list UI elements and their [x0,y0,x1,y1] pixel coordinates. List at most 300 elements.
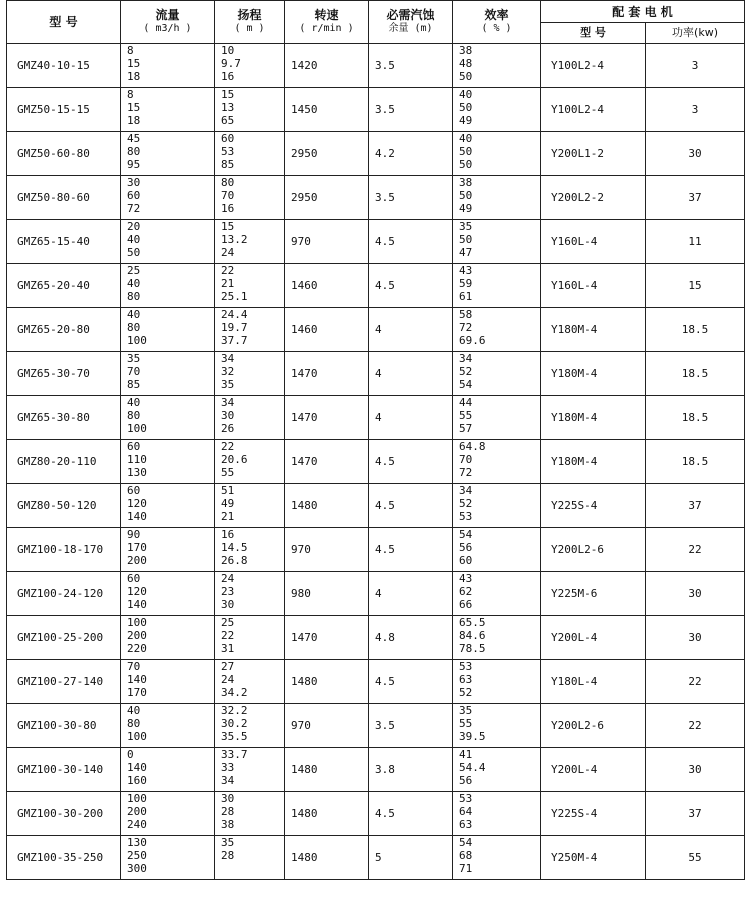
cell-motor-model: Y180M-4 [541,396,646,440]
cell-flow-value: 140 [127,598,147,611]
cell-motor-model: Y160L-4 [541,220,646,264]
cell-flow-value: 100 [127,334,147,347]
cell-motor-power: 37 [646,792,745,836]
cell-efficiency-value: 50 [459,70,473,83]
cell-motor-power: 30 [646,748,745,792]
cell-flow [121,220,215,264]
table-row [7,220,745,264]
cell-npsh: 4 [369,572,453,616]
header-motor-power: 功率(kw) [646,23,745,44]
cell-flow [121,44,215,88]
cell-model: GMZ80-50-120 [7,484,121,528]
cell-model: GMZ65-30-70 [7,352,121,396]
cell-flow-value: 80 [127,321,141,334]
cell-head-value: 16 [221,202,235,215]
cell-flow-value: 20 [127,220,141,233]
cell-npsh: 3.5 [369,88,453,132]
cell-flow [121,528,215,572]
cell-motor-model: Y100L2-4 [541,44,646,88]
cell-npsh: 4.5 [369,264,453,308]
header-motor-model: 型 号 [541,23,646,44]
table-row [7,616,745,660]
cell-efficiency [453,704,541,748]
cell-head [215,616,285,660]
cell-flow-value: 200 [127,805,147,818]
cell-head [215,88,285,132]
cell-efficiency-value: 64 [459,805,473,818]
cell-head-value: 25 [221,616,235,629]
cell-efficiency [453,264,541,308]
cell-motor-power: 22 [646,528,745,572]
cell-head-value: 27 [221,660,235,673]
cell-head-value: 16 [221,70,235,83]
cell-head-value: 30 [221,409,235,422]
cell-head-value: 21 [221,277,235,290]
cell-head-value: 26.8 [221,554,248,567]
table-row [7,264,745,308]
cell-head [215,836,285,880]
cell-flow [121,660,215,704]
header-efficiency: 效率 ( % ) [453,1,541,44]
cell-model: GMZ100-18-170 [7,528,121,572]
cell-efficiency-value: 69.6 [459,334,486,347]
table-row [7,484,745,528]
cell-efficiency-value: 54 [459,378,473,391]
cell-flow-value: 50 [127,246,141,259]
cell-flow-value: 70 [127,660,141,673]
cell-npsh: 4 [369,352,453,396]
cell-flow-value: 140 [127,761,147,774]
cell-head-value: 22 [221,264,235,277]
cell-motor-model: Y225M-6 [541,572,646,616]
cell-npsh: 3.8 [369,748,453,792]
cell-head [215,528,285,572]
cell-speed: 1480 [285,792,369,836]
header-row-1 [7,1,745,23]
cell-efficiency-value: 60 [459,554,473,567]
cell-head-value: 19.7 [221,321,248,334]
cell-head-value: 34 [221,396,235,409]
cell-motor-model: Y180M-4 [541,352,646,396]
table-row [7,748,745,792]
cell-head-value: 70 [221,189,235,202]
cell-flow [121,176,215,220]
header-npsh: 必需汽蚀 余量 (m) [369,1,453,44]
cell-head-value: 80 [221,176,235,189]
cell-flow-value: 160 [127,774,147,787]
cell-head-value: 14.5 [221,541,248,554]
cell-model: GMZ100-30-200 [7,792,121,836]
cell-speed: 1480 [285,660,369,704]
cell-head [215,660,285,704]
cell-efficiency-value: 50 [459,101,473,114]
cell-motor-model: Y180M-4 [541,308,646,352]
cell-efficiency-value: 84.6 [459,629,486,642]
cell-efficiency-value: 43 [459,264,473,277]
cell-flow [121,308,215,352]
cell-flow-value: 40 [127,308,141,321]
cell-model: GMZ40-10-15 [7,44,121,88]
cell-speed: 1470 [285,352,369,396]
cell-flow-value: 30 [127,176,141,189]
table-row [7,792,745,836]
cell-efficiency [453,88,541,132]
cell-motor-model: Y200L-4 [541,748,646,792]
cell-motor-power: 18.5 [646,308,745,352]
cell-speed: 1480 [285,484,369,528]
table-row [7,440,745,484]
cell-efficiency-value: 55 [459,717,473,730]
cell-head [215,132,285,176]
cell-flow [121,132,215,176]
cell-npsh: 4.5 [369,528,453,572]
cell-head-value: 65 [221,114,235,127]
cell-head-value: 85 [221,158,235,171]
cell-npsh: 3.5 [369,176,453,220]
cell-model: GMZ100-24-120 [7,572,121,616]
cell-efficiency-value: 41 [459,748,473,761]
cell-flow [121,484,215,528]
cell-head-value: 49 [221,497,235,510]
cell-head-value: 55 [221,466,235,479]
cell-flow-value: 35 [127,352,141,365]
cell-flow-value: 85 [127,378,141,391]
cell-speed: 2950 [285,132,369,176]
cell-flow-value: 15 [127,57,141,70]
table-row [7,836,745,880]
cell-npsh: 4 [369,396,453,440]
cell-flow-value: 45 [127,132,141,145]
cell-npsh: 4.5 [369,792,453,836]
cell-motor-power: 22 [646,704,745,748]
cell-head-value: 33.7 [221,748,248,761]
cell-flow-value: 240 [127,818,147,831]
cell-flow-value: 120 [127,497,147,510]
table-row [7,44,745,88]
cell-flow-value: 220 [127,642,147,655]
header-flow: 流量 ( m3/h ) [121,1,215,44]
cell-flow [121,792,215,836]
cell-head-value: 30 [221,598,235,611]
cell-flow-value: 8 [127,88,134,101]
cell-motor-power: 18.5 [646,352,745,396]
cell-motor-power: 30 [646,132,745,176]
cell-flow-value: 95 [127,158,141,171]
cell-flow-value: 60 [127,189,141,202]
cell-model: GMZ65-20-40 [7,264,121,308]
cell-efficiency-value: 49 [459,114,473,127]
cell-head-value: 22 [221,629,235,642]
cell-motor-power: 22 [646,660,745,704]
cell-motor-power: 18.5 [646,440,745,484]
cell-efficiency [453,616,541,660]
cell-head-value: 33 [221,761,235,774]
cell-head-value: 60 [221,132,235,145]
cell-model: GMZ80-20-110 [7,440,121,484]
cell-head-value: 30.2 [221,717,248,730]
cell-flow-value: 140 [127,673,147,686]
cell-flow-value: 200 [127,554,147,567]
cell-motor-model: Y225S-4 [541,484,646,528]
cell-flow-value: 18 [127,70,141,83]
table-row [7,352,745,396]
cell-npsh: 4.2 [369,132,453,176]
cell-efficiency-value: 65.5 [459,616,486,629]
cell-flow-value: 40 [127,233,141,246]
cell-efficiency-value: 64.8 [459,440,486,453]
cell-efficiency-value: 50 [459,233,473,246]
cell-motor-power: 55 [646,836,745,880]
cell-flow-value: 8 [127,44,134,57]
pump-spec-table [6,0,745,880]
cell-speed: 1470 [285,440,369,484]
cell-motor-power: 18.5 [646,396,745,440]
cell-flow-value: 80 [127,145,141,158]
table-row [7,88,745,132]
cell-speed: 1420 [285,44,369,88]
cell-efficiency-value: 61 [459,290,473,303]
cell-flow-value: 140 [127,510,147,523]
cell-efficiency-value: 58 [459,308,473,321]
cell-motor-model: Y160L-4 [541,264,646,308]
header-speed: 转速 ( r/min ) [285,1,369,44]
cell-motor-power: 15 [646,264,745,308]
cell-efficiency-value: 62 [459,585,473,598]
cell-model: GMZ100-35-250 [7,836,121,880]
cell-motor-power: 30 [646,616,745,660]
cell-efficiency [453,484,541,528]
cell-flow [121,836,215,880]
cell-flow-value: 170 [127,686,147,699]
cell-head-value: 53 [221,145,235,158]
cell-efficiency-value: 59 [459,277,473,290]
cell-efficiency [453,352,541,396]
cell-efficiency [453,396,541,440]
cell-flow-value: 0 [127,748,134,761]
cell-head [215,748,285,792]
cell-flow-value: 72 [127,202,141,215]
cell-motor-power: 37 [646,484,745,528]
cell-flow-value: 110 [127,453,147,466]
table-row [7,704,745,748]
cell-flow-value: 250 [127,849,147,862]
cell-efficiency-value: 39.5 [459,730,486,743]
cell-flow-value: 40 [127,396,141,409]
cell-efficiency-value: 38 [459,176,473,189]
cell-efficiency-value: 70 [459,453,473,466]
table-row [7,660,745,704]
cell-speed: 1460 [285,264,369,308]
cell-npsh: 4 [369,308,453,352]
cell-efficiency-value: 63 [459,673,473,686]
table-row [7,572,745,616]
cell-head-value: 16 [221,528,235,541]
cell-model: GMZ50-80-60 [7,176,121,220]
cell-npsh: 4.5 [369,220,453,264]
cell-flow-value: 100 [127,792,147,805]
cell-head-value: 26 [221,422,235,435]
cell-head [215,396,285,440]
cell-head [215,704,285,748]
cell-model: GMZ50-60-80 [7,132,121,176]
cell-speed: 1480 [285,836,369,880]
cell-flow-value: 120 [127,585,147,598]
cell-speed: 970 [285,220,369,264]
cell-efficiency-value: 50 [459,189,473,202]
cell-efficiency-value: 34 [459,352,473,365]
cell-model: GMZ100-25-200 [7,616,121,660]
cell-model: GMZ65-20-80 [7,308,121,352]
cell-npsh: 4.8 [369,616,453,660]
cell-head [215,572,285,616]
cell-efficiency [453,572,541,616]
cell-head-value: 35 [221,836,235,849]
cell-npsh: 3.5 [369,704,453,748]
cell-head-value: 34 [221,352,235,365]
cell-head-value: 35.5 [221,730,248,743]
cell-motor-model: Y200L2-6 [541,528,646,572]
cell-flow [121,264,215,308]
cell-head-value: 25.1 [221,290,248,303]
spec-table-wrapper [6,0,745,880]
cell-efficiency-value: 72 [459,466,473,479]
table-row [7,528,745,572]
cell-motor-power: 37 [646,176,745,220]
cell-efficiency-value: 50 [459,145,473,158]
cell-motor-model: Y180M-4 [541,440,646,484]
cell-head-value: 38 [221,818,235,831]
cell-efficiency-value: 57 [459,422,473,435]
cell-head-value: 24 [221,246,235,259]
cell-head-value: 23 [221,585,235,598]
cell-efficiency-value: 53 [459,510,473,523]
cell-flow-value: 90 [127,528,141,541]
cell-efficiency [453,132,541,176]
cell-efficiency [453,44,541,88]
cell-head [215,264,285,308]
cell-speed: 1470 [285,616,369,660]
cell-efficiency-value: 35 [459,220,473,233]
header-head: 扬程 ( m ) [215,1,285,44]
cell-efficiency-value: 40 [459,132,473,145]
cell-motor-model: Y180L-4 [541,660,646,704]
cell-efficiency-value: 52 [459,497,473,510]
cell-speed: 980 [285,572,369,616]
cell-efficiency-value: 78.5 [459,642,486,655]
cell-head-value: 10 [221,44,235,57]
cell-flow-value: 100 [127,422,147,435]
cell-speed: 1470 [285,396,369,440]
cell-efficiency-value: 54.4 [459,761,486,774]
cell-speed: 970 [285,704,369,748]
cell-efficiency-value: 71 [459,862,473,875]
cell-efficiency-value: 34 [459,484,473,497]
cell-flow [121,748,215,792]
cell-head-value: 13 [221,101,235,114]
cell-head-value: 15 [221,220,235,233]
cell-motor-model: Y200L2-2 [541,176,646,220]
cell-efficiency-value: 56 [459,541,473,554]
cell-head-value: 21 [221,510,235,523]
cell-efficiency-value: 38 [459,44,473,57]
cell-motor-power: 3 [646,44,745,88]
cell-efficiency-value: 47 [459,246,473,259]
cell-flow [121,352,215,396]
cell-efficiency-value: 63 [459,818,473,831]
cell-flow-value: 25 [127,264,141,277]
cell-efficiency-value: 66 [459,598,473,611]
cell-head [215,792,285,836]
cell-flow-value: 130 [127,466,147,479]
cell-efficiency [453,792,541,836]
cell-flow-value: 170 [127,541,147,554]
cell-efficiency-value: 52 [459,365,473,378]
cell-motor-model: Y200L2-6 [541,704,646,748]
cell-flow-value: 60 [127,440,141,453]
cell-head [215,220,285,264]
cell-efficiency-value: 43 [459,572,473,585]
cell-head-value: 9.7 [221,57,241,70]
cell-model: GMZ65-15-40 [7,220,121,264]
cell-head-value: 34 [221,774,235,787]
cell-head-value: 31 [221,642,235,655]
cell-efficiency-value: 50 [459,158,473,171]
cell-motor-model: Y200L-4 [541,616,646,660]
cell-efficiency [453,660,541,704]
cell-head-value [221,862,284,875]
cell-model: GMZ100-30-140 [7,748,121,792]
cell-motor-model: Y100L2-4 [541,88,646,132]
cell-flow-value: 300 [127,862,147,875]
cell-efficiency [453,836,541,880]
cell-efficiency [453,528,541,572]
cell-motor-model: Y225S-4 [541,792,646,836]
cell-speed: 1450 [285,88,369,132]
cell-efficiency-value: 72 [459,321,473,334]
cell-speed: 1480 [285,748,369,792]
cell-motor-power: 3 [646,88,745,132]
cell-motor-model: Y250M-4 [541,836,646,880]
cell-head-value: 20.6 [221,453,248,466]
cell-speed: 2950 [285,176,369,220]
cell-head-value: 32 [221,365,235,378]
cell-speed: 1460 [285,308,369,352]
cell-head-value: 32.2 [221,704,248,717]
cell-motor-model: Y200L1-2 [541,132,646,176]
cell-npsh: 3.5 [369,44,453,88]
cell-efficiency-value: 40 [459,88,473,101]
cell-npsh: 4.5 [369,484,453,528]
cell-head-value: 13.2 [221,233,248,246]
cell-head [215,484,285,528]
cell-head-value: 24 [221,673,235,686]
cell-flow [121,396,215,440]
cell-head [215,440,285,484]
cell-head-value: 24 [221,572,235,585]
table-row [7,132,745,176]
cell-head-value: 24.4 [221,308,248,321]
cell-flow [121,704,215,748]
cell-npsh: 4.5 [369,660,453,704]
cell-efficiency [453,308,541,352]
cell-efficiency-value: 35 [459,704,473,717]
cell-flow-value: 200 [127,629,147,642]
cell-flow-value: 40 [127,704,141,717]
cell-efficiency-value: 52 [459,686,473,699]
table-row [7,176,745,220]
cell-efficiency-value: 49 [459,202,473,215]
header-model: 型 号 [7,1,121,44]
